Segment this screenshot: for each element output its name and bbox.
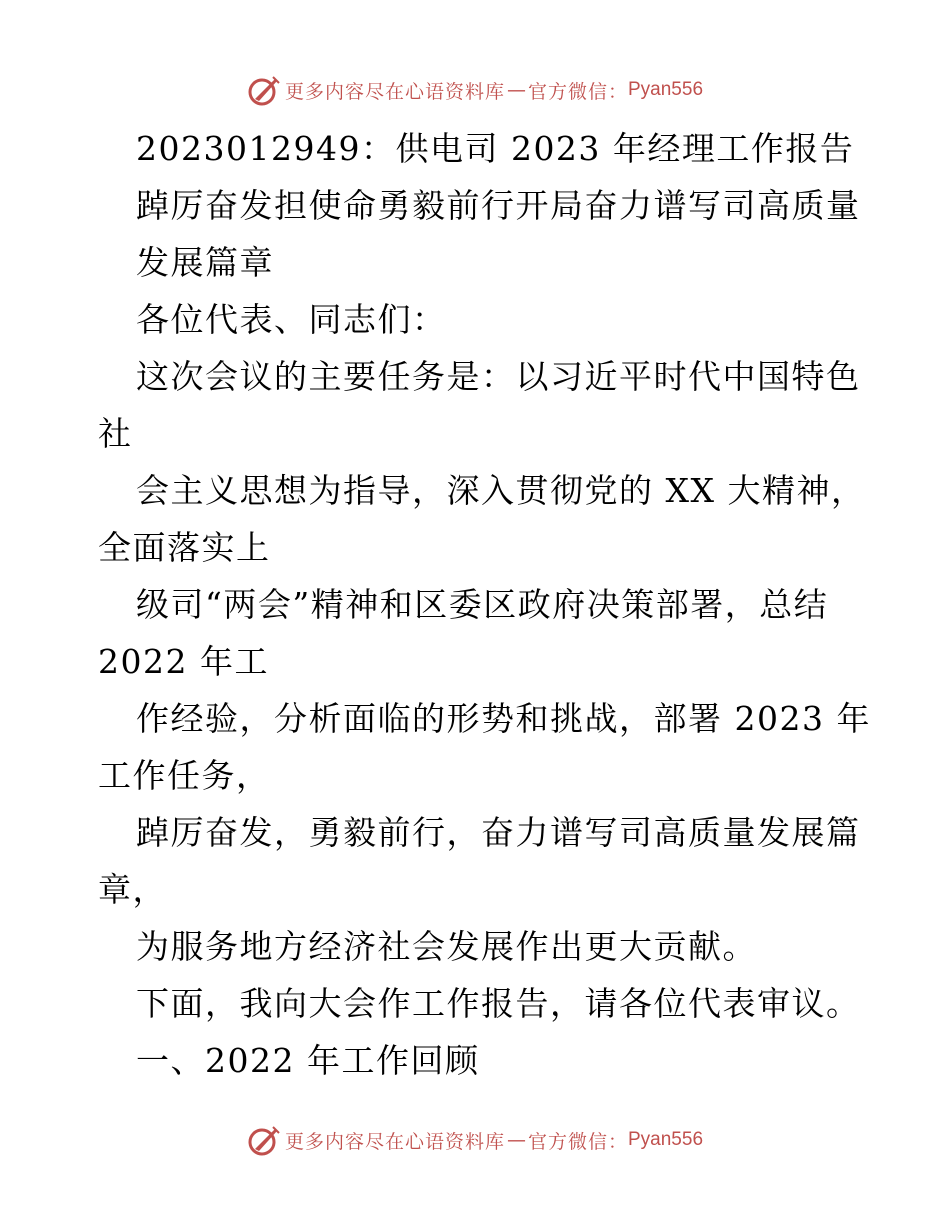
paragraph-line: 下面，我向大会作工作报告，请各位代表审议。	[136, 984, 861, 1023]
document-subtitle-cont: 发展篇章	[136, 243, 274, 282]
header-watermark	[0, 70, 950, 110]
watermark-suffix: 官方微信：	[527, 1130, 628, 1153]
paragraph-line: 作经验，分析面临的形势和挑战，部署 2023 年	[136, 699, 871, 738]
document-title: 2023012949：供电司 2023 年经理工作报告	[136, 129, 855, 168]
document-body	[98, 120, 871, 1089]
watermark-separator: —	[506, 79, 526, 101]
quill-logo-icon	[247, 73, 281, 107]
watermark-handle: Pyan556	[628, 1129, 704, 1150]
paragraph-line: 踔厉奋发，勇毅前行，奋力谱写司高质量发展篇	[136, 813, 861, 852]
paragraph-line: 这次会议的主要任务是：以习近平时代中国特色	[136, 357, 861, 396]
paragraph-line: 会主义思想为指导，深入贯彻党的 XX 大精神，	[136, 471, 866, 510]
paragraph-line: 为服务地方经济社会发展作出更大贡献。	[136, 927, 757, 966]
quill-logo-icon	[247, 1123, 281, 1157]
document-subtitle: 踔厉奋发担使命勇毅前行开局奋力谱写司高质量	[136, 186, 861, 225]
paragraph-line: 全面落实上	[98, 528, 271, 567]
paragraph-line: 工作任务，	[98, 756, 271, 795]
paragraph-line: 2022 年工	[98, 642, 269, 681]
watermark-suffix: 官方微信：	[527, 80, 628, 103]
paragraph-line: 级司“两会”精神和区委区政府决策部署，总结	[136, 585, 829, 624]
section-heading: 一、2022 年工作回顾	[136, 1041, 480, 1080]
watermark-text: 更多内容尽在心语资料库	[284, 80, 505, 103]
watermark-text: 更多内容尽在心语资料库	[284, 1130, 505, 1153]
salutation: 各位代表、同志们：	[136, 300, 447, 339]
footer-watermark	[0, 1120, 950, 1160]
paragraph-line: 章，	[98, 870, 167, 909]
watermark-handle: Pyan556	[628, 79, 704, 100]
paragraph-line: 社	[98, 414, 133, 453]
watermark-separator: —	[506, 1129, 526, 1151]
